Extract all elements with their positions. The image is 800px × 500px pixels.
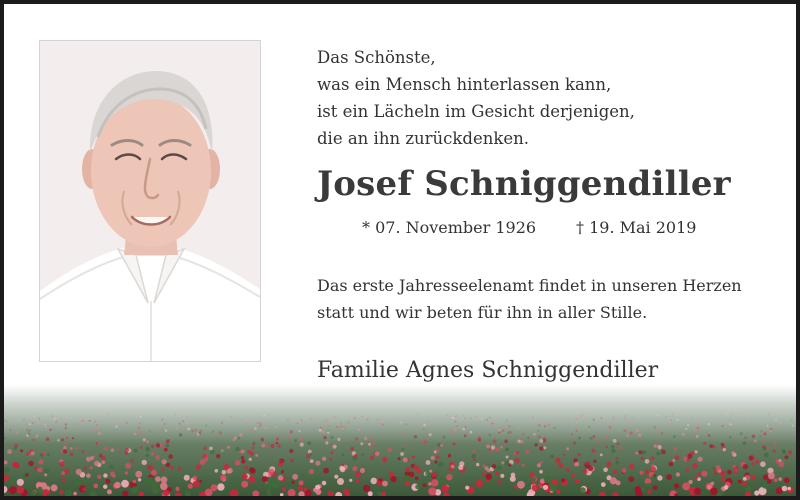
- death-date: † 19. Mai 2019: [576, 218, 697, 237]
- poem-line: Das Schönste,: [317, 48, 436, 67]
- poem-line: was ein Mensch hinterlassen kann,: [317, 75, 612, 94]
- birth-date: * 07. November 1926: [362, 218, 537, 237]
- family-signature: Familie Agnes Schniggendiller: [317, 358, 659, 383]
- message-line: statt und wir beten für ihn in aller Stille.: [317, 303, 648, 322]
- poem-line: die an ihn zurückdenken.: [317, 129, 529, 148]
- memorial-message: [317, 272, 742, 326]
- flower-field-image: [4, 384, 796, 496]
- deceased-name: Josef Schniggendiller: [317, 164, 731, 204]
- memorial-poem: [317, 44, 635, 152]
- poem-line: ist ein Lächeln im Gesicht derjenigen,: [317, 102, 635, 121]
- message-line: Das erste Jahresseelenamt findet in unseren Herzen: [317, 276, 742, 295]
- portrait-photo: [39, 40, 261, 362]
